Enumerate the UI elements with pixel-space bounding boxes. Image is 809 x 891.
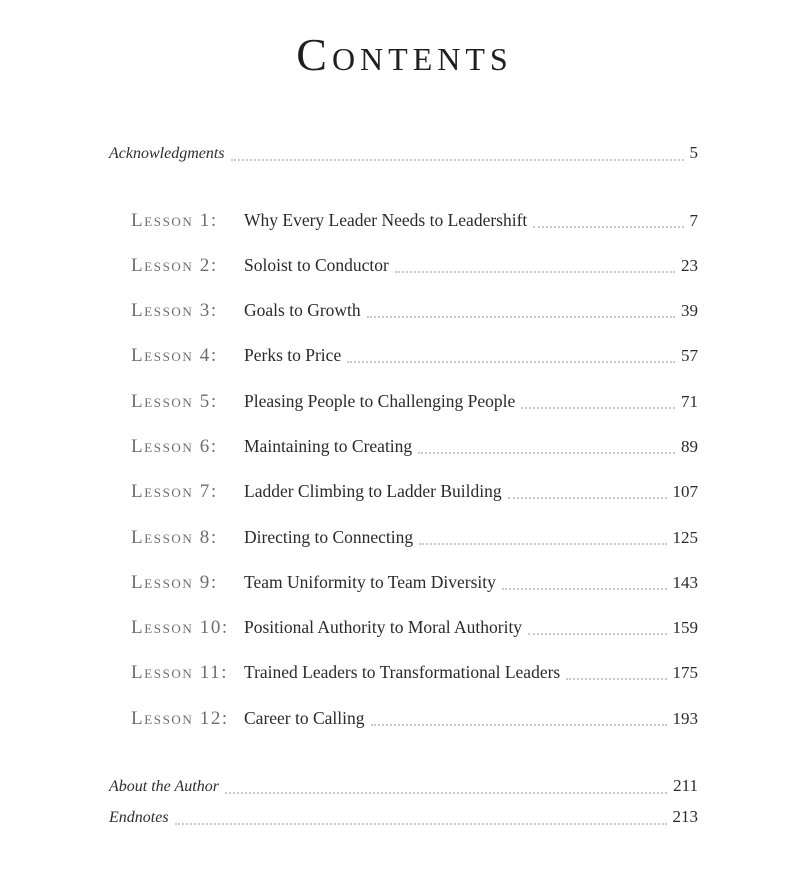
lesson-page: 7 [689,211,698,230]
toc-entry-lesson-3[interactable] [109,300,698,324]
dot-leader [371,723,667,726]
toc-entry-lesson-4[interactable] [109,345,698,369]
dot-leader [418,451,675,454]
lesson-title: Why Every Leader Needs to Leadershift [244,210,528,230]
dot-leader [395,270,675,273]
dot-leader [521,406,675,409]
toc-entry-endnotes[interactable] [109,807,698,831]
lesson-page: 107 [672,482,698,501]
lesson-page: 57 [681,346,698,365]
toc-entry-lesson-10[interactable] [109,617,698,641]
lesson-title: Soloist to Conductor [244,255,389,275]
lesson-title: Directing to Connecting [244,527,414,547]
lesson-title: Career to Calling [244,708,365,728]
toc-entry-lesson-8[interactable] [109,527,698,551]
lesson-page: 175 [672,663,698,682]
toc-entry-lesson-1[interactable] [109,210,698,234]
toc-entry-lesson-5[interactable] [109,391,698,415]
toc-entry-lesson-7[interactable] [109,481,698,505]
toc-entry-page: 213 [672,807,698,826]
toc-entry-about-the-author[interactable] [109,776,698,800]
lesson-page: 39 [681,301,698,320]
dot-leader [225,791,667,794]
dot-leader [566,677,666,680]
toc-entry-lesson-6[interactable] [109,436,698,460]
lesson-page: 193 [672,709,698,728]
toc-entry-page: 211 [673,776,698,795]
dot-leader [419,542,666,545]
lesson-number: Lesson 10: [131,617,229,638]
toc-entry-lesson-2[interactable] [109,255,698,279]
lesson-page: 125 [672,528,698,547]
lesson-title: Trained Leaders to Transformational Leaders [244,662,561,682]
toc-entry-acknowledgments[interactable] [109,143,698,167]
toc-entry-page: 5 [689,143,698,162]
contents-heading: Contents [296,29,513,80]
toc-entry-title: About the Author [109,778,219,795]
lesson-number: Lesson 7: [131,481,218,502]
lesson-title: Maintaining to Creating [244,436,413,456]
dot-leader [367,315,675,318]
lesson-number: Lesson 6: [131,436,218,457]
lesson-number: Lesson 1: [131,210,218,231]
lesson-title: Team Uniformity to Team Diversity [244,572,496,592]
lesson-number: Lesson 4: [131,345,218,366]
toc-entry-lesson-9[interactable] [109,572,698,596]
lesson-number: Lesson 11: [131,662,229,683]
lesson-title: Goals to Growth [244,300,361,320]
toc-entry-lesson-11[interactable] [109,662,698,686]
toc-entry-title: Endnotes [109,809,169,826]
dot-leader [528,632,666,635]
lesson-page: 89 [681,437,698,456]
lesson-title: Perks to Price [244,345,342,365]
toc-entry-title: Acknowledgments [109,145,225,162]
dot-leader [533,225,683,228]
dot-leader [508,496,667,499]
lesson-number: Lesson 8: [131,527,218,548]
lesson-title: Pleasing People to Challenging People [244,391,516,411]
lesson-page: 23 [681,256,698,275]
lesson-number: Lesson 9: [131,572,218,593]
lesson-page: 143 [672,573,698,592]
dot-leader [502,587,667,590]
lesson-title: Positional Authority to Moral Authority [244,617,523,637]
lesson-number: Lesson 2: [131,255,218,276]
dot-leader [231,158,684,161]
lesson-page: 159 [672,618,698,637]
toc-entry-lesson-12[interactable] [109,708,698,732]
lesson-number: Lesson 12: [131,708,229,729]
dot-leader [175,822,667,825]
lesson-number: Lesson 3: [131,300,218,321]
lesson-page: 71 [681,392,698,411]
lesson-title: Ladder Climbing to Ladder Building [244,481,502,501]
dot-leader [347,360,675,363]
lesson-number: Lesson 5: [131,391,218,412]
